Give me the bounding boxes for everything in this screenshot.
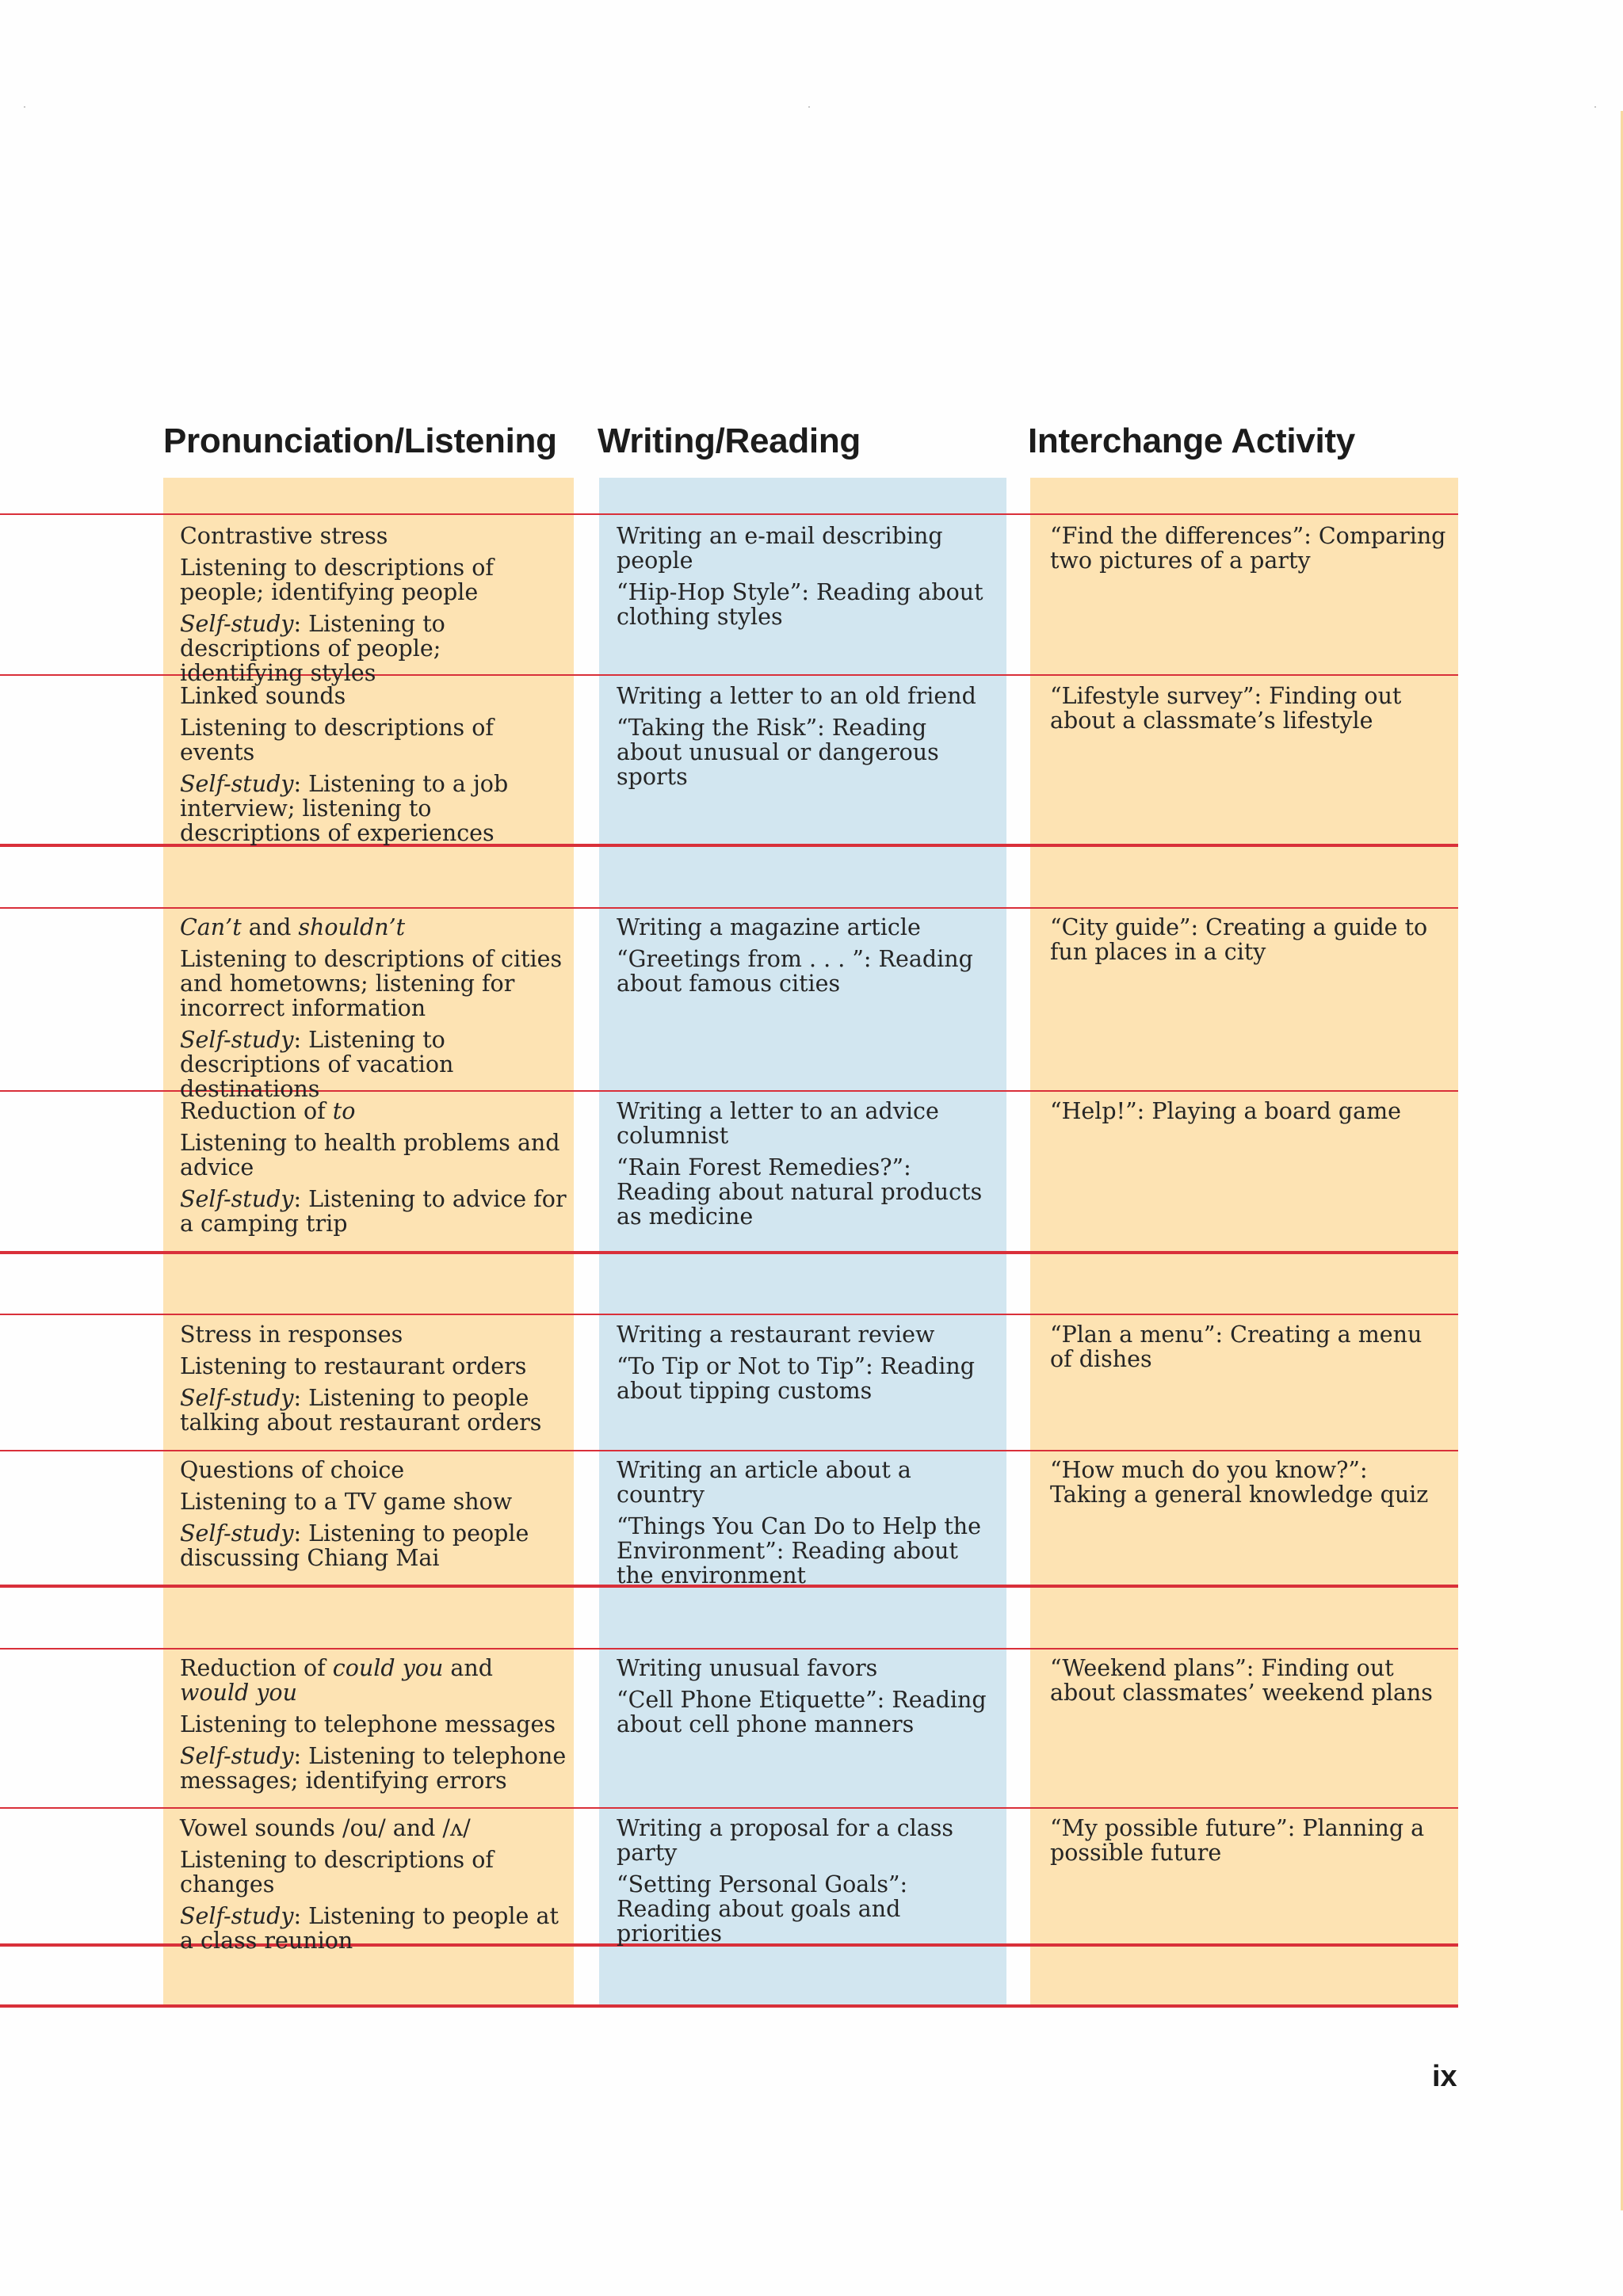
- self-study-label: Self-study: [180, 1520, 294, 1547]
- writing-item: Writing a letter to an old friend: [617, 683, 976, 709]
- pron-item: Linked sounds: [180, 683, 346, 709]
- writing-item: Writing a magazine article: [617, 914, 921, 940]
- reading-item: “Setting Personal Goals”: Reading about goals and priorities: [617, 1871, 908, 1947]
- row-4-writing: [617, 1099, 999, 1236]
- row-8-activity: [1050, 1816, 1450, 1872]
- row-divider: [0, 1648, 1458, 1650]
- self-study-label: Self-study: [180, 1186, 294, 1212]
- self-study-label: Self-study: [180, 771, 294, 797]
- listening-item: Listening to descriptions of events: [180, 715, 494, 765]
- pron-item: Vowel sounds /ou/ and /ʌ/: [180, 1815, 471, 1841]
- row-1-writing: [617, 524, 999, 636]
- reading-item: “Taking the Risk”: Reading about unusual or dangerous sports: [617, 715, 939, 790]
- registration-mark: [24, 106, 25, 108]
- self-study-item: [180, 1744, 568, 1793]
- activity-item: “Find the differences”: Comparing two pictures of a party: [1050, 523, 1446, 574]
- listening-item: Listening to descriptions of cities and hometowns; listening for incorrect information: [180, 946, 563, 1021]
- self-study-item: [180, 612, 568, 685]
- pron-connector: and: [241, 914, 299, 940]
- row-5-activity: [1050, 1322, 1450, 1379]
- self-study-text: : Listening to descriptions of people; identifying styles: [180, 611, 445, 686]
- self-study-item: [180, 772, 568, 845]
- row-4-activity: [1050, 1099, 1450, 1131]
- header-interchange-activity: Interchange Activity: [1028, 421, 1355, 460]
- listening-item: Listening to health problems and advice: [180, 1130, 560, 1180]
- pron-term: would you: [180, 1680, 297, 1706]
- reading-item: “To Tip or Not to Tip”: Reading about tipping customs: [617, 1353, 976, 1404]
- row-5-pronunciation: [180, 1322, 568, 1442]
- pron-item: [180, 915, 568, 940]
- writing-item: Writing unusual favors: [617, 1655, 878, 1681]
- row-3-writing: [617, 915, 999, 1003]
- row-3-activity: [1050, 915, 1450, 971]
- listening-item: Listening to descriptions of people; identifying people: [180, 555, 494, 605]
- self-study-text: : Listening to people at a class reunion: [180, 1903, 559, 1954]
- registration-mark: [1594, 106, 1596, 108]
- activity-item: “City guide”: Creating a guide to fun places in a city: [1050, 914, 1428, 965]
- listening-item: Listening to restaurant orders: [180, 1353, 527, 1379]
- row-2-activity: [1050, 684, 1450, 740]
- writing-item: Writing a restaurant review: [617, 1322, 935, 1348]
- activity-item: “Plan a menu”: Creating a menu of dishes: [1050, 1322, 1423, 1372]
- pron-term: Can’t: [180, 914, 242, 940]
- listening-item: Listening to telephone messages: [180, 1711, 556, 1737]
- row-6-pronunciation: [180, 1458, 568, 1577]
- row-divider: [0, 1450, 1458, 1451]
- self-study-item: [180, 1904, 568, 1953]
- reading-item: “Hip-Hop Style”: Reading about clothing styles: [617, 579, 983, 630]
- writing-item: Writing a letter to an advice columnist: [617, 1098, 939, 1149]
- self-study-label: Self-study: [180, 1027, 294, 1053]
- row-6-writing: [617, 1458, 999, 1595]
- pron-connector: and: [443, 1655, 493, 1681]
- self-study-text: : Listening to people talking about restaurant orders: [180, 1385, 542, 1436]
- row-divider: [0, 1807, 1458, 1809]
- activity-item: “Lifestyle survey”: Finding out about a classmate’s lifestyle: [1050, 683, 1402, 734]
- pron-item: Stress in responses: [180, 1322, 403, 1348]
- activity-item: “How much do you know?”: Taking a general knowledge quiz: [1050, 1457, 1429, 1508]
- page-number: ix: [1432, 2060, 1457, 2093]
- self-study-item: [180, 1521, 568, 1570]
- row-divider: [0, 907, 1458, 909]
- self-study-text: : Listening to descriptions of vacation destinations: [180, 1027, 454, 1102]
- row-2-writing: [617, 684, 999, 796]
- self-study-text: : Listening to telephone messages; identifying errors: [180, 1743, 567, 1794]
- pron-item: [180, 1099, 568, 1123]
- header-pronunciation-listening: Pronunciation/Listening: [163, 421, 557, 460]
- row-8-writing: [617, 1816, 999, 1953]
- activity-item: “Weekend plans”: Finding out about classmates’ weekend plans: [1050, 1655, 1433, 1706]
- self-study-label: Self-study: [180, 611, 294, 637]
- pron-item: [180, 1656, 568, 1705]
- listening-item: Listening to a TV game show: [180, 1489, 513, 1515]
- header-writing-reading: Writing/Reading: [598, 421, 861, 460]
- pron-term: could you: [332, 1655, 444, 1681]
- self-study-item: [180, 1386, 568, 1435]
- listening-item: Listening to descriptions of changes: [180, 1847, 494, 1897]
- self-study-item: [180, 1187, 568, 1236]
- reading-item: “Rain Forest Remedies?”: Reading about natural products as medicine: [617, 1154, 983, 1230]
- pron-item: Contrastive stress: [180, 523, 388, 549]
- self-study-label: Self-study: [180, 1743, 294, 1769]
- row-6-activity: [1050, 1458, 1450, 1514]
- reading-item: “Cell Phone Etiquette”: Reading about cell phone manners: [617, 1687, 987, 1737]
- section-divider: [0, 1251, 1458, 1254]
- self-study-label: Self-study: [180, 1903, 294, 1929]
- self-study-text: : Listening to advice for a camping trip: [180, 1186, 567, 1237]
- reading-item: “Greetings from . . . ”: Reading about famous cities: [617, 946, 973, 997]
- pron-term: shouldn’t: [298, 914, 406, 940]
- pron-text: Reduction of: [180, 1655, 333, 1681]
- row-7-pronunciation: [180, 1656, 568, 1800]
- writing-item: Writing a proposal for a class party: [617, 1815, 954, 1866]
- row-7-writing: [617, 1656, 999, 1744]
- writing-item: Writing an article about a country: [617, 1457, 911, 1508]
- self-study-item: [180, 1028, 568, 1101]
- row-4-pronunciation: [180, 1099, 568, 1243]
- pron-text: Reduction of: [180, 1098, 333, 1124]
- row-8-pronunciation: [180, 1816, 568, 1960]
- row-1-activity: [1050, 524, 1450, 580]
- writing-item: Writing an e-mail describing people: [617, 523, 943, 574]
- row-divider: [0, 1314, 1458, 1315]
- row-divider: [0, 513, 1458, 515]
- row-7-activity: [1050, 1656, 1450, 1712]
- reading-item: “Things You Can Do to Help the Environment”: Reading about the environment: [617, 1513, 982, 1589]
- pron-term: to: [332, 1098, 356, 1124]
- self-study-text: : Listening to a job interview; listening to descriptions of experiences: [180, 771, 509, 846]
- self-study-label: Self-study: [180, 1385, 294, 1411]
- row-2-pronunciation: [180, 684, 568, 852]
- registration-mark: [808, 106, 810, 108]
- self-study-text: : Listening to people discussing Chiang Mai: [180, 1520, 529, 1571]
- row-3-pronunciation: [180, 915, 568, 1108]
- pron-item: Questions of choice: [180, 1457, 405, 1483]
- activity-item: “Help!”: Playing a board game: [1050, 1098, 1401, 1124]
- section-divider: [0, 2004, 1458, 2008]
- row-1-pronunciation: [180, 524, 568, 692]
- row-5-writing: [617, 1322, 999, 1410]
- activity-item: “My possible future”: Planning a possible future: [1050, 1815, 1425, 1866]
